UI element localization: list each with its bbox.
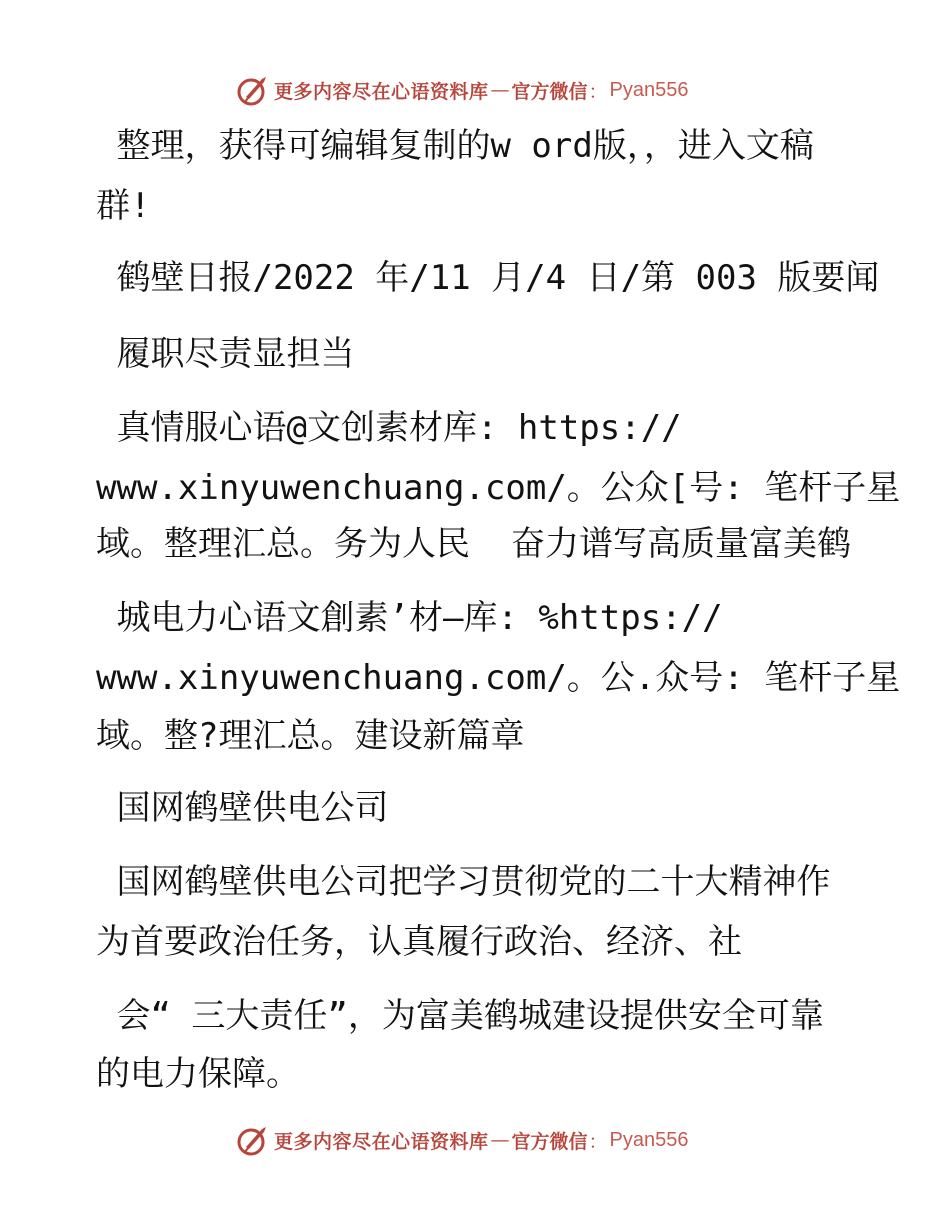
banner-colon: ： bbox=[588, 80, 608, 103]
banner-text: 更多内容尽在心语资料库 bbox=[274, 80, 489, 103]
text-line: 履职尽责显担当 bbox=[96, 334, 355, 374]
text-line: 国网鹤壁供电公司把学习贯彻党的二十大精神作 bbox=[96, 862, 831, 902]
quill-circle-icon bbox=[236, 1123, 270, 1157]
text-line: 国网鹤壁供电公司 bbox=[96, 788, 389, 828]
text-line: www.xinyuwenchuang.com/。公.众号: 笔杆子星 bbox=[96, 658, 901, 698]
banner-separator: — bbox=[490, 1129, 510, 1151]
text-line: 鹤壁日报/2022 年/11 月/4 日/第 003 版要闻 bbox=[96, 258, 880, 298]
text-line: 整理，获得可编辑复制的w ord版，，进入文稿 bbox=[96, 126, 814, 166]
text-line: 域。整?理汇总。建设新篇章 bbox=[96, 716, 525, 756]
banner-separator: — bbox=[490, 79, 510, 101]
footer-banner bbox=[236, 1122, 689, 1158]
text-line: 会“ 三大责任”，为富美鹤城建设提供安全可靠 bbox=[96, 996, 824, 1036]
text-line: 真情服心语@文创素材库: https:// bbox=[96, 408, 682, 448]
banner-colon: ： bbox=[588, 1130, 608, 1153]
banner-text: 更多内容尽在心语资料库 bbox=[274, 1130, 489, 1153]
text-line: 为首要政治任务，认真履行政治、经济、社 bbox=[96, 922, 742, 962]
text-line: 的电力保障。 bbox=[96, 1054, 300, 1094]
text-line: 群! bbox=[96, 186, 151, 226]
banner-wechat-id: Pyan556 bbox=[609, 1128, 689, 1151]
text-line: 域。整理汇总。务为人民 奋力谱写高质量富美鹤 bbox=[96, 524, 851, 564]
banner-wechat-label: 官方微信 bbox=[511, 80, 588, 103]
banner-wechat-id: Pyan556 bbox=[609, 78, 689, 101]
text-line: www.xinyuwenchuang.com/。公众[号: 笔杆子星 bbox=[96, 468, 901, 508]
banner-wechat-label: 官方微信 bbox=[511, 1130, 588, 1153]
text-line: 城电力心语文創素’材—库: %https:// bbox=[96, 598, 723, 638]
